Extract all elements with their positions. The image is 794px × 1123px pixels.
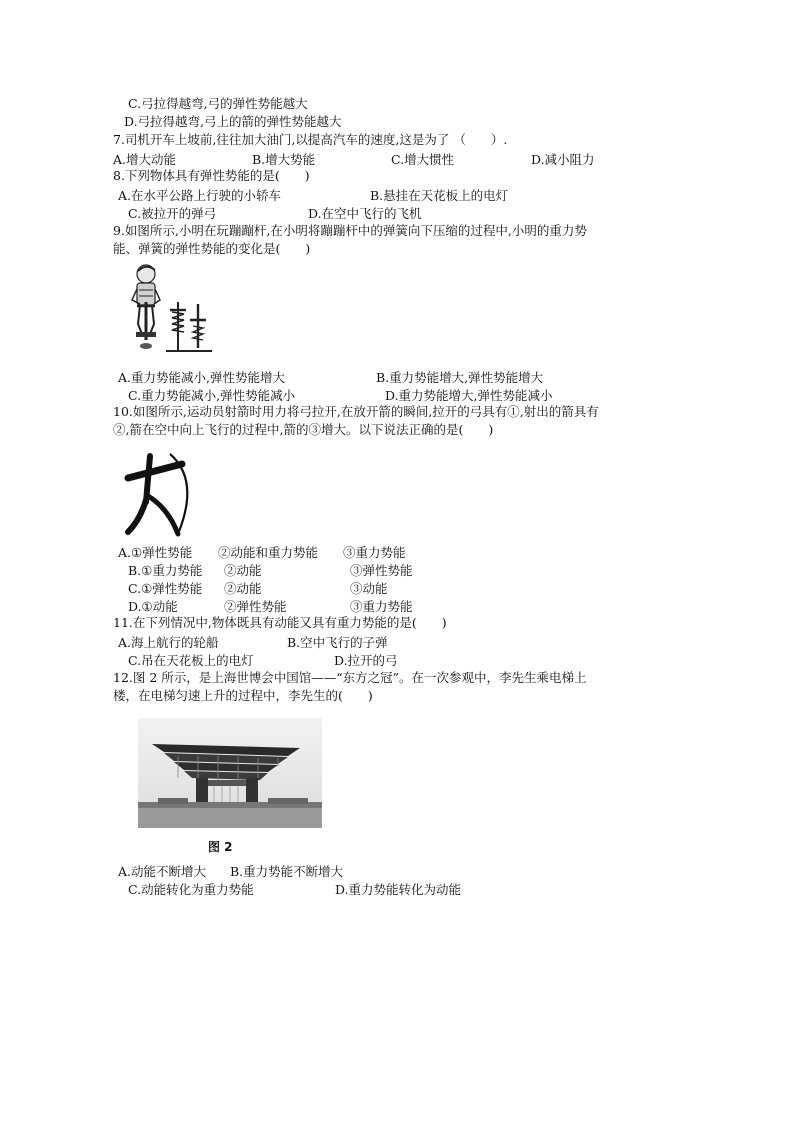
archer-figure bbox=[122, 450, 202, 540]
q12-option-b: B.重力势能不断增大 bbox=[230, 864, 344, 879]
q9-option-d: D.重力势能增大,弹性势能减小 bbox=[385, 388, 553, 403]
q11-option-c: C.吊在天花板上的电灯 bbox=[128, 653, 254, 668]
figure-2-caption: 图 2 bbox=[208, 840, 233, 854]
q9-option-b: B.重力势能增大,弹性势能增大 bbox=[376, 370, 544, 385]
q12-stem-line1: 12.图 2 所示，是上海世博会中国馆——“东方之冠”。在一次参观中，李先生乘电梯上 bbox=[113, 670, 587, 685]
q10-stem-line1: 10.如图所示,运动员射箭时用力将弓拉开,在放开箭的瞬间,拉开的弓具有①,射出的箭具有 bbox=[113, 404, 599, 419]
q10-option-d-2: ②弹性势能 bbox=[224, 599, 287, 614]
q8-option-b: B.悬挂在天花板上的电灯 bbox=[370, 188, 509, 203]
china-pavilion-photo bbox=[138, 718, 322, 828]
q6-option-d: D.弓拉得越弯,弓上的箭的弹性势能越大 bbox=[124, 114, 342, 129]
pogo-stick-figure bbox=[128, 262, 218, 356]
q10-option-c-2: ②动能 bbox=[224, 581, 262, 596]
q10-option-a-3: ③重力势能 bbox=[343, 545, 406, 560]
q10-option-b-3: ③弹性势能 bbox=[350, 563, 413, 578]
q8-stem: 8.下列物体具有弹性势能的是( ) bbox=[113, 168, 310, 183]
q10-option-d-3: ③重力势能 bbox=[350, 599, 413, 614]
q10-option-b-1: B.①重力势能 bbox=[128, 563, 203, 578]
q12-option-c: C.动能转化为重力势能 bbox=[128, 882, 254, 897]
q10-option-c-3: ③动能 bbox=[350, 581, 388, 596]
q10-option-c-1: C.①弹性势能 bbox=[128, 581, 203, 596]
q12-option-a: A.动能不断增大 bbox=[118, 864, 207, 879]
q8-option-a: A.在水平公路上行驶的小轿车 bbox=[118, 188, 282, 203]
q8-option-c: C.被拉开的弹弓 bbox=[128, 206, 217, 221]
q11-option-d: D.拉开的弓 bbox=[334, 653, 398, 668]
q9-option-a: A.重力势能减小,弹性势能增大 bbox=[118, 370, 285, 385]
q12-option-d: D.重力势能转化为动能 bbox=[335, 882, 462, 897]
q6-option-c: C.弓拉得越弯,弓的弹性势能越大 bbox=[128, 96, 308, 111]
q11-option-b: B.空中飞行的子弹 bbox=[287, 635, 388, 650]
q8-option-d: D.在空中飞行的飞机 bbox=[308, 206, 422, 221]
q7-option-d: D.减小阻力 bbox=[531, 152, 595, 167]
q9-stem-line1: 9.如图所示,小明在玩蹦蹦杆,在小明将蹦蹦杆中的弹簧向下压缩的过程中,小明的重力势 bbox=[113, 223, 587, 238]
q9-option-c: C.重力势能减小,弹性势能减小 bbox=[128, 388, 296, 403]
q7-stem: 7.司机开车上坡前,往往加大油门,以提高汽车的速度,这是为了 （ ）. bbox=[113, 132, 508, 147]
q11-option-a: A.海上航行的轮船 bbox=[118, 635, 219, 650]
q10-stem-line2: ②,箭在空中向上飞行的过程中,箭的③增大。以下说法正确的是( ) bbox=[113, 422, 494, 437]
q7-option-a: A.增大动能 bbox=[113, 152, 177, 167]
q10-option-a-1: A.①弹性势能 bbox=[118, 545, 193, 560]
q7-option-c: C.增大惯性 bbox=[391, 152, 455, 167]
q10-option-d-1: D.①动能 bbox=[128, 599, 178, 614]
q10-option-b-2: ②动能 bbox=[224, 563, 262, 578]
q11-stem: 11.在下列情况中,物体既具有动能又具有重力势能的是( ) bbox=[113, 615, 447, 630]
q10-option-a-2: ②动能和重力势能 bbox=[218, 545, 319, 560]
q7-option-b: B.增大势能 bbox=[252, 152, 316, 167]
q12-stem-line2: 楼，在电梯匀速上升的过程中，李先生的( ) bbox=[113, 688, 373, 703]
q9-stem-line2: 能、弹簧的弹性势能的变化是( ) bbox=[113, 241, 311, 256]
